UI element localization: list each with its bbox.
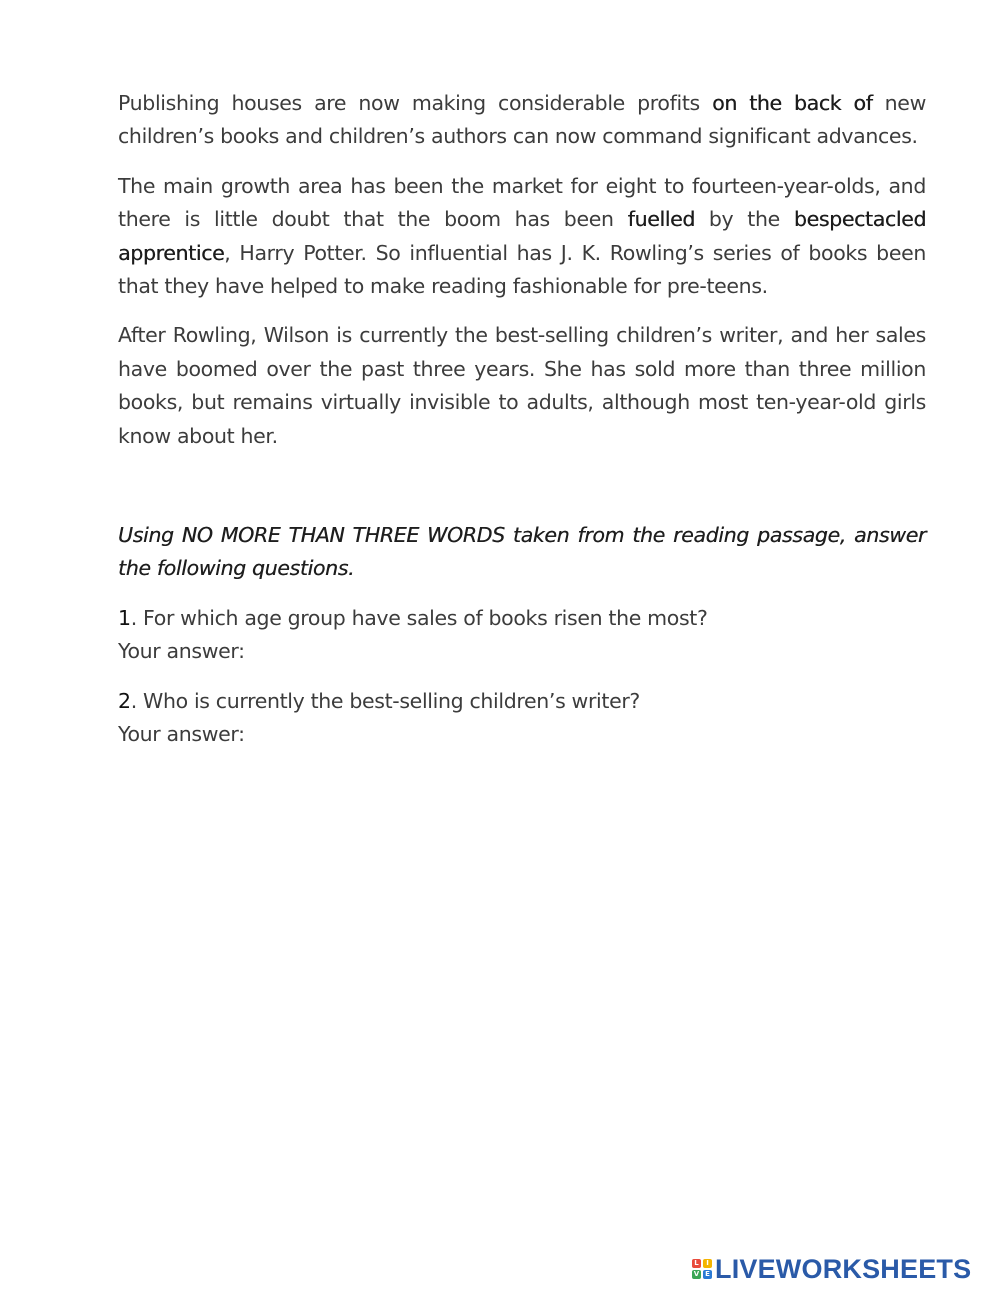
p2-bold-word-fuelled: fuelled [627, 207, 695, 232]
p2-bold-phrase-apprentice: bespectacled apprentice [118, 207, 927, 265]
logo-tile-e: E [703, 1270, 712, 1279]
question-1-text: . For which age group have sales of books risen the most? [130, 605, 708, 630]
question-2 [118, 685, 926, 752]
p1-text-after: new children’s books and children’s authors can now command significant advances. [118, 91, 926, 149]
question-1-prompt [118, 602, 926, 635]
passage-paragraph-1 [118, 87, 926, 154]
question-1-answer-label[interactable]: Your answer: [118, 639, 245, 664]
p2-text-middle: by the [694, 207, 794, 232]
question-2-text: . Who is currently the best-selling children’s writer? [130, 688, 640, 713]
worksheet-page [118, 87, 926, 768]
question-1-number: 1 [118, 605, 131, 630]
p2-text-before: The main growth area has been the market for eight to fourteen-year-olds, and there is little doubt that the boom has been [118, 173, 926, 232]
question-1 [118, 602, 926, 669]
question-2-prompt [118, 685, 926, 718]
logo-wordmark: LIVEWORKSHEETS [715, 1254, 972, 1284]
p1-text-before: Publishing houses are now making considerable profits [118, 91, 713, 115]
logo-tile-l: L [692, 1259, 701, 1268]
passage-paragraph-2 [118, 170, 926, 304]
logo-tile-i: I [703, 1259, 712, 1268]
question-2-number: 2 [118, 688, 131, 713]
liveworksheets-logo [692, 1254, 992, 1284]
instruction-text: Using NO MORE THAN THREE WORDS taken from the reading passage, answer the following questions. [118, 523, 926, 581]
question-2-answer-label[interactable]: Your answer: [118, 722, 245, 747]
logo-tile-v: V [693, 1270, 700, 1278]
logo-mark-icon [692, 1259, 712, 1279]
passage-paragraph-3: After Rowling, Wilson is currently the best-selling children’s writer, and her sales have boomed over the past three years. She has sold more than three million books, but remains virtually invisible to adults, although most ten-year-old girls know about her. [118, 323, 926, 448]
p2-text-after: , Harry Potter. So influential has J. K. Rowling’s series of books been that they have helped to make reading fashionable for pre-teens. [118, 240, 926, 299]
p1-bold-phrase: on the back of [712, 91, 873, 115]
